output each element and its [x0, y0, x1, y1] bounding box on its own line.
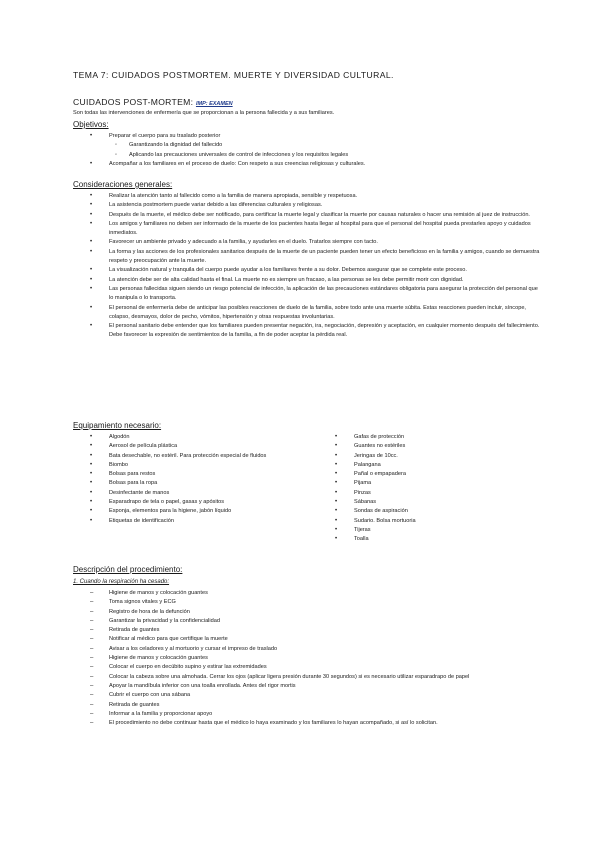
list-item: – Colocar la cabeza sobre una almohada. Cerrar los ojos (aplicar ligera presión durante 30 segundos) si es necesario utilizar esparadrapo de papel — [73, 673, 533, 682]
list-item: – Cubrir el cuerpo con una sábana — [73, 691, 533, 700]
list-item: • Sudario. Bolsa mortuoria — [318, 517, 518, 526]
list-item: • Las personas fallecidas siguen siendo un riesgo potencial de infección, la aplicación de las precauciones estándares obligatoria para asegurar la protección del personal que lo manipula o lo transporta. — [73, 285, 543, 304]
list-item: • Esponja, elementos para la higiene, jabón líquido — [73, 507, 318, 516]
procedimiento-steps — [73, 589, 533, 728]
equipamiento-heading: Equipamiento necesario: — [73, 421, 162, 430]
procedimiento-subheading: 1. Cuando la respiración ha cesado: — [73, 579, 170, 585]
list-item: – Retirada de guantes — [73, 701, 533, 710]
equipamiento-list-left — [73, 433, 318, 526]
list-item: • El personal sanitario debe entender que los familiares pueden presentar negación, ira, negociación, depresión y aceptación, en cualquier momento después del fallecimiento. Debe favorecer la expresión de sentimientos de la familia, a fin de poder aceptar la pérdida real. — [73, 322, 543, 341]
list-item: • La atención debe ser de alta calidad hasta el final. La muerte no es siempre un fracaso, a las personas se les debe permitir morir con dignidad. — [73, 276, 543, 285]
section-heading-text: CUIDADOS POST-MORTEM: — [73, 97, 196, 107]
list-item: • Pinzas — [318, 489, 518, 498]
list-item: – Higiene de manos y colocación guantes — [73, 654, 533, 663]
list-item: – Colocar el cuerpo en decúbito supino y estirar las extremidades — [73, 663, 533, 672]
list-item: • Bolsas para restos — [73, 470, 318, 479]
list-item: – Apoyar la mandíbula inferior con una toalla enrollada. Antes del rigor mortis — [73, 682, 533, 691]
list-item: • Tijeras — [318, 526, 518, 535]
list-item: • Después de la muerte, el médico debe ser notificado, para certificar la muerte legal y clasificar la muerte por causas naturales o hacer una remisión al juez de instrucción. — [73, 211, 543, 220]
list-item: • Los amigos y familiares no deben ser informado de la muerte de los pacientes hasta llegar al hospital para que el personal del hospital pueda prestarles apoyo y cuidados inmediatos. — [73, 220, 543, 239]
list-item: • Algodón — [73, 433, 318, 442]
list-item: • Toalla — [318, 535, 518, 544]
list-item: – Higiene de manos y colocación guantes — [73, 589, 533, 598]
list-item: • Realizar la atención tanto al fallecido como a la familia de manera apropiada, sensible y respetuosa. — [73, 192, 543, 201]
list-item: • Esparadrapo de tela o papel, gasas y apósitos — [73, 498, 318, 507]
exam-tag: IMP: EXAMEN — [195, 101, 233, 107]
list-item: ◦ Aplicando las precauciones universales de control de infecciones y los requisitos legales — [73, 151, 533, 160]
objetivos-heading: Objetivos: — [73, 120, 109, 129]
list-item: • Desinfectante de manos — [73, 489, 318, 498]
list-item: ◦ Garantizando la dignidad del fallecido — [73, 141, 533, 150]
list-item: • Jeringas de 10cc. — [318, 452, 518, 461]
list-item: – Toma signos vitales y ECG — [73, 598, 533, 607]
list-item: • Bata desechable, no estéril. Para protección especial de fluidos — [73, 452, 318, 461]
list-item: – Garantizar la privacidad y la confidencialidad — [73, 617, 533, 626]
list-item: • Palangana — [318, 461, 518, 470]
list-item: • La forma y las acciones de los profesionales sanitarios después de la muerte de un paciente pueden tener un efecto beneficioso en la familia y amigos, cuando se demuestra respeto y preocupación ante la muerte. — [73, 248, 543, 267]
list-item: • Sondas de aspiración — [318, 507, 518, 516]
list-item: • Sábanas — [318, 498, 518, 507]
procedimiento-heading: Descripción del procedimiento: — [73, 565, 183, 574]
intro-paragraph: Son todas las intervenciones de enfermería que se proporcionan a la persona fallecida y a sus familiares. — [73, 110, 335, 116]
section-heading-cuidados — [73, 97, 233, 107]
list-item: – Notificar al médico para que certifique la muerte — [73, 635, 533, 644]
list-item: • Bolsas para la ropa — [73, 479, 318, 488]
list-item: – Informar a la familia y proporcionar apoyo — [73, 710, 533, 719]
list-item: • La visualización natural y tranquila del cuerpo puede ayudar a los familiares frente a su dolor. Debemos asegurar que se complete este proceso. — [73, 266, 543, 275]
list-item: • Etiquetas de identificación — [73, 517, 318, 526]
list-item: – Registro de hora de la defunción — [73, 608, 533, 617]
list-item: • Acompañar a los familiares en el proceso de duelo: Con respeto a sus creencias religiosas y culturales. — [73, 160, 533, 169]
list-item: • Pijama — [318, 479, 518, 488]
list-item: – Retirada de guantes — [73, 626, 533, 635]
list-item: • Aerosol de película plástica — [73, 442, 318, 451]
list-item: – El procedimiento no debe continuar hasta que el médico lo haya examinado y los familiares lo hayan acompañado, si así lo solicitan. — [73, 719, 533, 728]
list-item: • Pañal o empapadera — [318, 470, 518, 479]
list-item: • Biombo — [73, 461, 318, 470]
list-item: • Gafas de protección — [318, 433, 518, 442]
list-item: • Guantes no estériles — [318, 442, 518, 451]
list-item: • El personal de enfermería debe de anticipar las posibles reacciones de duelo de la familia, sobre todo ante una muerte súbita. Estas reacciones pueden incluir, síncope, colapso, desmayos, dolor de pecho, vómitos, hipertensión y otras respuestas involuntarias. — [73, 304, 543, 323]
consideraciones-list — [73, 192, 543, 341]
consideraciones-heading: Consideraciones generales: — [73, 180, 173, 189]
list-item: – Avisar a los celadores y al mortuorio y cursar el impreso de traslado — [73, 645, 533, 654]
list-item: • Favorecer un ambiente privado y adecuado a la familia, y ayudarles en el duelo. Tratarlos siempre con tacto. — [73, 238, 543, 247]
equipamiento-list-right — [318, 433, 518, 545]
objetivos-list — [73, 132, 533, 169]
list-item — [73, 132, 533, 160]
sub-list — [73, 141, 533, 160]
document-title: TEMA 7: CUIDADOS POSTMORTEM. MUERTE Y DIVERSIDAD CULTURAL. — [73, 70, 394, 80]
list-item-text: Preparar el cuerpo para su traslado posterior — [109, 133, 221, 139]
list-item: • La asistencia postmortem puede variar debido a las diferencias culturales y religiosas. — [73, 201, 543, 210]
